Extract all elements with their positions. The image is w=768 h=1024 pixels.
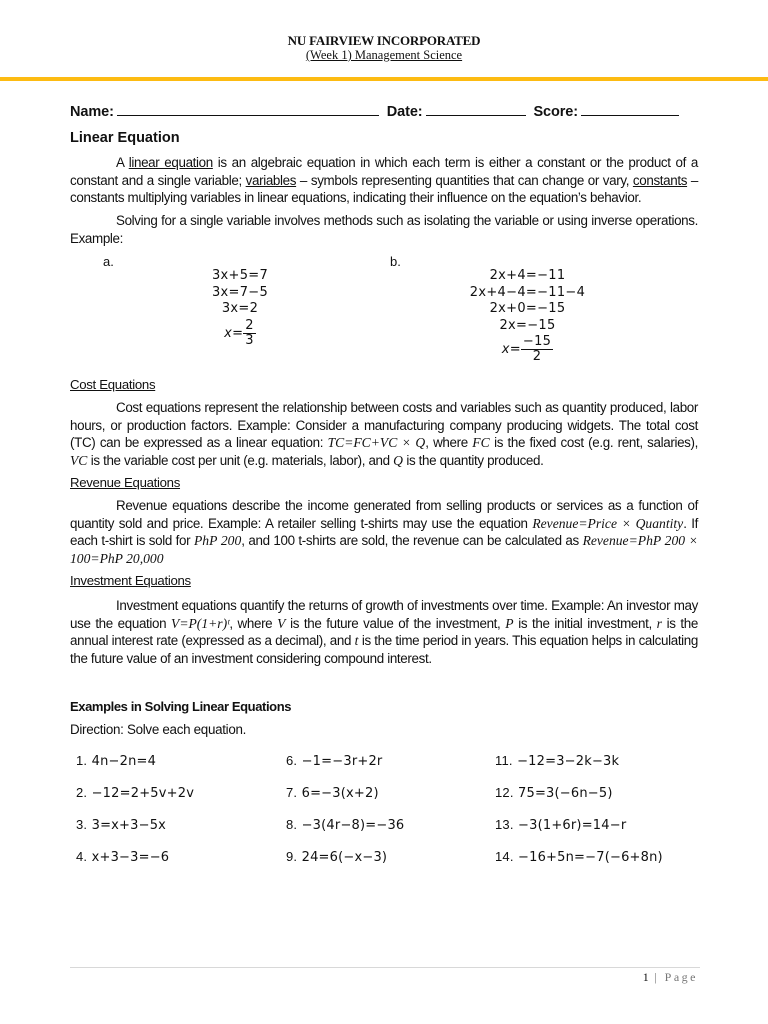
item-equation: 6=−3(x+2) (301, 786, 379, 801)
fraction (243, 319, 256, 348)
item-number: 3. (76, 817, 88, 832)
text: , where (229, 615, 278, 631)
item-number: 7. (286, 785, 298, 800)
text: A (116, 155, 129, 170)
score-label: Score: (533, 104, 578, 120)
var-fc: FC (472, 435, 490, 450)
score-blank[interactable] (581, 103, 679, 116)
name-label: Name: (70, 104, 114, 120)
item-equation: 3=x+3−5x (91, 818, 167, 833)
item-equation: −12=2+5v+2v (91, 786, 195, 801)
item-equation: −12=3−2k−3k (517, 754, 620, 769)
item-equation: x+3−3=−6 (91, 850, 170, 865)
equation-final (455, 335, 600, 364)
investment-equations-paragraph (70, 597, 698, 667)
term-linear-equation: linear equation (128, 155, 213, 170)
equation-step: 3x=2 (221, 301, 259, 316)
item-number: 2. (76, 785, 88, 800)
text: , and 100 t-shirts are sold, the revenue can be calculated as (241, 533, 583, 548)
page-number: 1 (642, 970, 649, 984)
item-equation: 4n−2n=4 (91, 754, 157, 769)
item-number: 13. (495, 817, 514, 832)
revenue-calculation: Revenue=PhP 200 × 100=PhP 20,000 (70, 533, 698, 566)
item-number: 9. (286, 849, 298, 864)
revenue-formula: Revenue=Price × Quantity (532, 515, 684, 531)
exercise-item (286, 785, 379, 801)
var-v: V (277, 615, 286, 631)
exercise-item (286, 753, 382, 769)
revenue-equations-heading: Revenue Equations (70, 475, 181, 490)
solving-paragraph (70, 212, 698, 247)
example-a-steps (180, 268, 300, 348)
item-number: 11. (495, 753, 513, 768)
exercise-item (76, 785, 194, 801)
price-value: PhP 200 (193, 533, 242, 548)
text: is the future value of the investment, (285, 615, 506, 631)
item-equation: −1=−3r+2r (301, 754, 383, 769)
var-r: r (656, 615, 662, 631)
var-q: Q (393, 452, 403, 468)
var-t: t (354, 633, 359, 648)
text: . If each t-shirt is sold for (70, 515, 698, 548)
exercises-heading: Examples in Solving Linear Equations (70, 699, 292, 714)
numerator: 2 (245, 317, 254, 333)
cost-equations-heading: Cost Equations (70, 377, 156, 392)
investment-equations-heading: Investment Equations (70, 573, 191, 588)
text: is the quantity produced. (402, 452, 544, 468)
item-number: 8. (286, 817, 298, 832)
text: Solving for a single variable involves methods such as isolating the variable or using inverse operations. Example: (70, 213, 698, 246)
exercise-item (76, 849, 169, 865)
exercise-item (495, 753, 619, 769)
exercises-direction: Direction: Solve each equation. (70, 722, 247, 737)
linear-equation-definition (70, 154, 698, 207)
equation-step: 2x=−15 (499, 317, 556, 333)
exercise-item (286, 849, 387, 865)
date-blank[interactable] (426, 103, 526, 116)
final-lhs: x= (501, 342, 521, 357)
text: Revenue equations describe the income generated from selling products or services as a function of quantity sold and price. Example: A retailer selling t-shirts may use the equation (70, 498, 698, 531)
section-title-linear-equation: Linear Equation (70, 130, 180, 146)
equation-step: 2x+0=−15 (489, 301, 566, 316)
exercise-item (495, 817, 626, 833)
term-variables: variables (245, 172, 297, 188)
item-equation: 75=3(−6n−5) (518, 786, 613, 801)
example-a-label: a. (103, 254, 114, 269)
cost-equations-paragraph (70, 399, 698, 469)
denominator: 3 (245, 332, 254, 348)
term-constants: constants (632, 172, 688, 188)
item-number: 12. (495, 785, 514, 800)
text: is the initial investment, (513, 615, 657, 631)
item-equation: −3(4r−8)=−36 (301, 818, 405, 833)
text: is the variable cost per unit (e.g. materials, labor), and (87, 452, 394, 468)
equation-step: 3x+5=7 (211, 268, 269, 283)
subtitle-text: (Week 1) Management Science (305, 48, 463, 62)
numerator: −15 (522, 334, 552, 349)
student-info-line (70, 103, 700, 120)
denominator: 2 (532, 349, 542, 364)
text: is an algebraic equation in which each term is either a constant or the product of a constant and a single variable; (70, 155, 698, 188)
page-label: | Page (648, 970, 698, 984)
text: Cost equations represent the relationship between costs and variables such as quantity produced, labor hours, or production factors. Example: Consider a manufacturing company producing widgets. The total cost (TC) can be expressed as a linear equation: (70, 400, 698, 450)
example-b-steps (455, 268, 600, 364)
exercise-item (286, 817, 404, 833)
text: – symbols representing quantities that can change or vary, (296, 172, 633, 188)
example-b-label: b. (390, 254, 401, 269)
exercise-item (495, 785, 613, 801)
equation-final (180, 319, 300, 348)
text: is the time period in years. This equation helps in calculating the future value of an investment considering compound interest. (70, 633, 699, 666)
equation-step: 2x+4−4=−11−4 (469, 284, 586, 300)
revenue-equations-paragraph (70, 497, 698, 567)
name-blank[interactable] (117, 103, 379, 116)
item-number: 4. (76, 849, 88, 864)
equation-step: 3x=7−5 (211, 284, 269, 300)
text: – constants multiplying variables in linear equations, indicating their influence on the equation’s behavior. (70, 172, 698, 205)
text: , where (425, 435, 473, 450)
exercise-item (76, 753, 156, 769)
item-number: 1. (76, 753, 88, 768)
investment-formula: V=P(1+r)ᵗ (171, 615, 230, 631)
item-number: 6. (286, 753, 298, 768)
exercise-item (495, 849, 663, 865)
header-rule (0, 77, 768, 81)
item-number: 14. (495, 849, 514, 864)
fraction (521, 335, 553, 364)
text: is the annual interest rate (expressed as a decimal), and (70, 615, 698, 648)
cost-formula: TC=FC+VC × Q (327, 435, 426, 450)
item-equation: −16+5n=−7(−6+8n) (518, 850, 663, 865)
equation-step: 2x+4=−11 (489, 268, 566, 283)
exercise-item (76, 817, 166, 833)
var-p: P (505, 615, 514, 631)
final-lhs: x= (224, 325, 244, 341)
item-equation: 24=6(−x−3) (301, 850, 388, 865)
text: Investment equations quantify the returns of growth of investments over time. Example: An investor may use the equation (70, 598, 698, 631)
text: is the fixed cost (e.g. rent, salaries), (489, 435, 698, 450)
page-footer (643, 970, 698, 985)
var-vc: VC (70, 452, 88, 468)
footer-rule (70, 967, 700, 968)
date-label: Date: (386, 104, 423, 120)
item-equation: −3(1+6r)=14−r (518, 818, 627, 833)
organization-title: NU FAIRVIEW INCORPORATED (287, 33, 481, 48)
document-subtitle (0, 48, 768, 63)
